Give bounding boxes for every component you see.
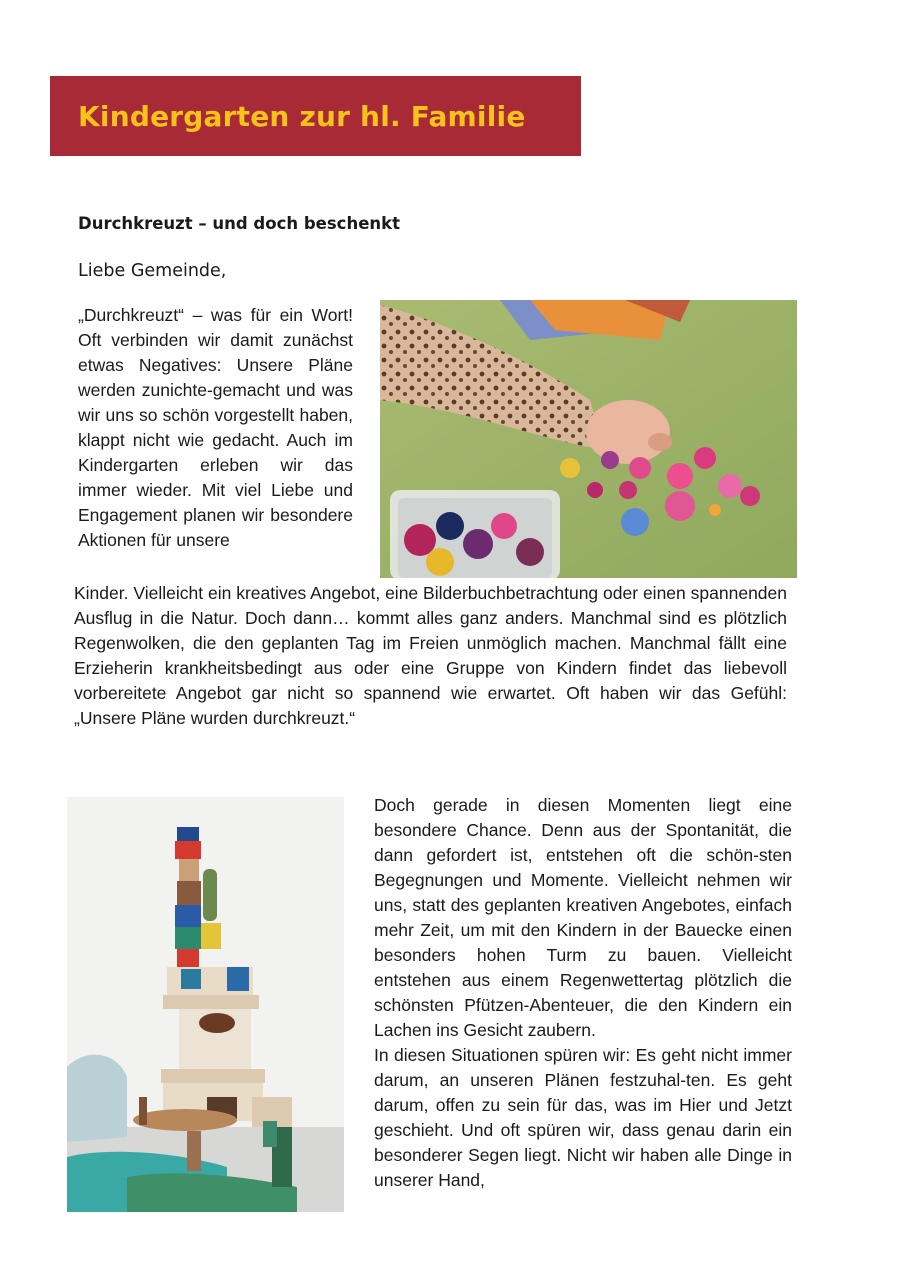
- paragraph-intro: „Durchkreuzt“ – was für ein Wort! Oft verbinden wir damit zunächst etwas Negatives: Unsere Pläne werden zunichte-gemacht und was wir uns so schön vorgestellt haben, klappt nicht wie gedacht. Auch im Kindergarten erleben wir das immer wieder. Mit viel Liebe und Engagement planen wir besondere Aktionen für unsere: [78, 305, 353, 550]
- greeting: Liebe Gemeinde,: [78, 261, 227, 281]
- header-banner: [50, 76, 581, 156]
- paragraph-middle: Kinder. Vielleicht ein kreatives Angebot, eine Bilderbuchbetrachtung oder einen spannenden Ausflug in die Natur. Doch dann… kommt alles ganz anders. Manchmal sind es plötzlich Regenwolken, die den geplanten Tag im Freien unmöglich machen. Manchmal fällt eine Erzieherin krankheitsbedingt aus oder eine Gruppe von Kindern findet das liebevoll vorbereitete Angebot gar nicht so spannend wie erwartet. Oft haben wir das Gefühl: „Unsere Pläne wurden durchkreuzt.“: [74, 583, 787, 728]
- paragraph-chance: Doch gerade in diesen Momenten liegt eine besondere Chance. Denn aus der Spontanität, die dann gefordert ist, entstehen oft die schön-sten Begegnungen und Momente. Vielleicht nehmen wir uns, statt des geplanten kreativen Angebotes, einfach mehr Zeit, um mit den Kindern in der Bauecke einen besonders hohen Turm zu bauen. Vielleicht entstehen aus einem Regenwettertag plötzlich die schönsten Pfützen-Abenteuer, die den Kindern ein Lachen ins Gesicht zaubern.: [374, 795, 792, 1040]
- child-buttons-photo: [380, 300, 797, 578]
- banner-title: Kindergarten zur hl. Familie: [78, 99, 526, 133]
- paragraph-right-column: [374, 793, 792, 1193]
- paragraph-situations: In diesen Situationen spüren wir: Es geht nicht immer darum, an unseren Plänen festzuhal-ten. Es geht darum, offen zu sein für das, was im Hier und Jetzt geschieht. Und oft spüren wir, dass genau darin ein besonderer Segen liegt. Nicht wir haben alle Dinge in unserer Hand,: [374, 1045, 792, 1190]
- article-heading: Durchkreuzt – und doch beschenkt: [78, 214, 400, 233]
- block-tower-photo: [67, 797, 344, 1212]
